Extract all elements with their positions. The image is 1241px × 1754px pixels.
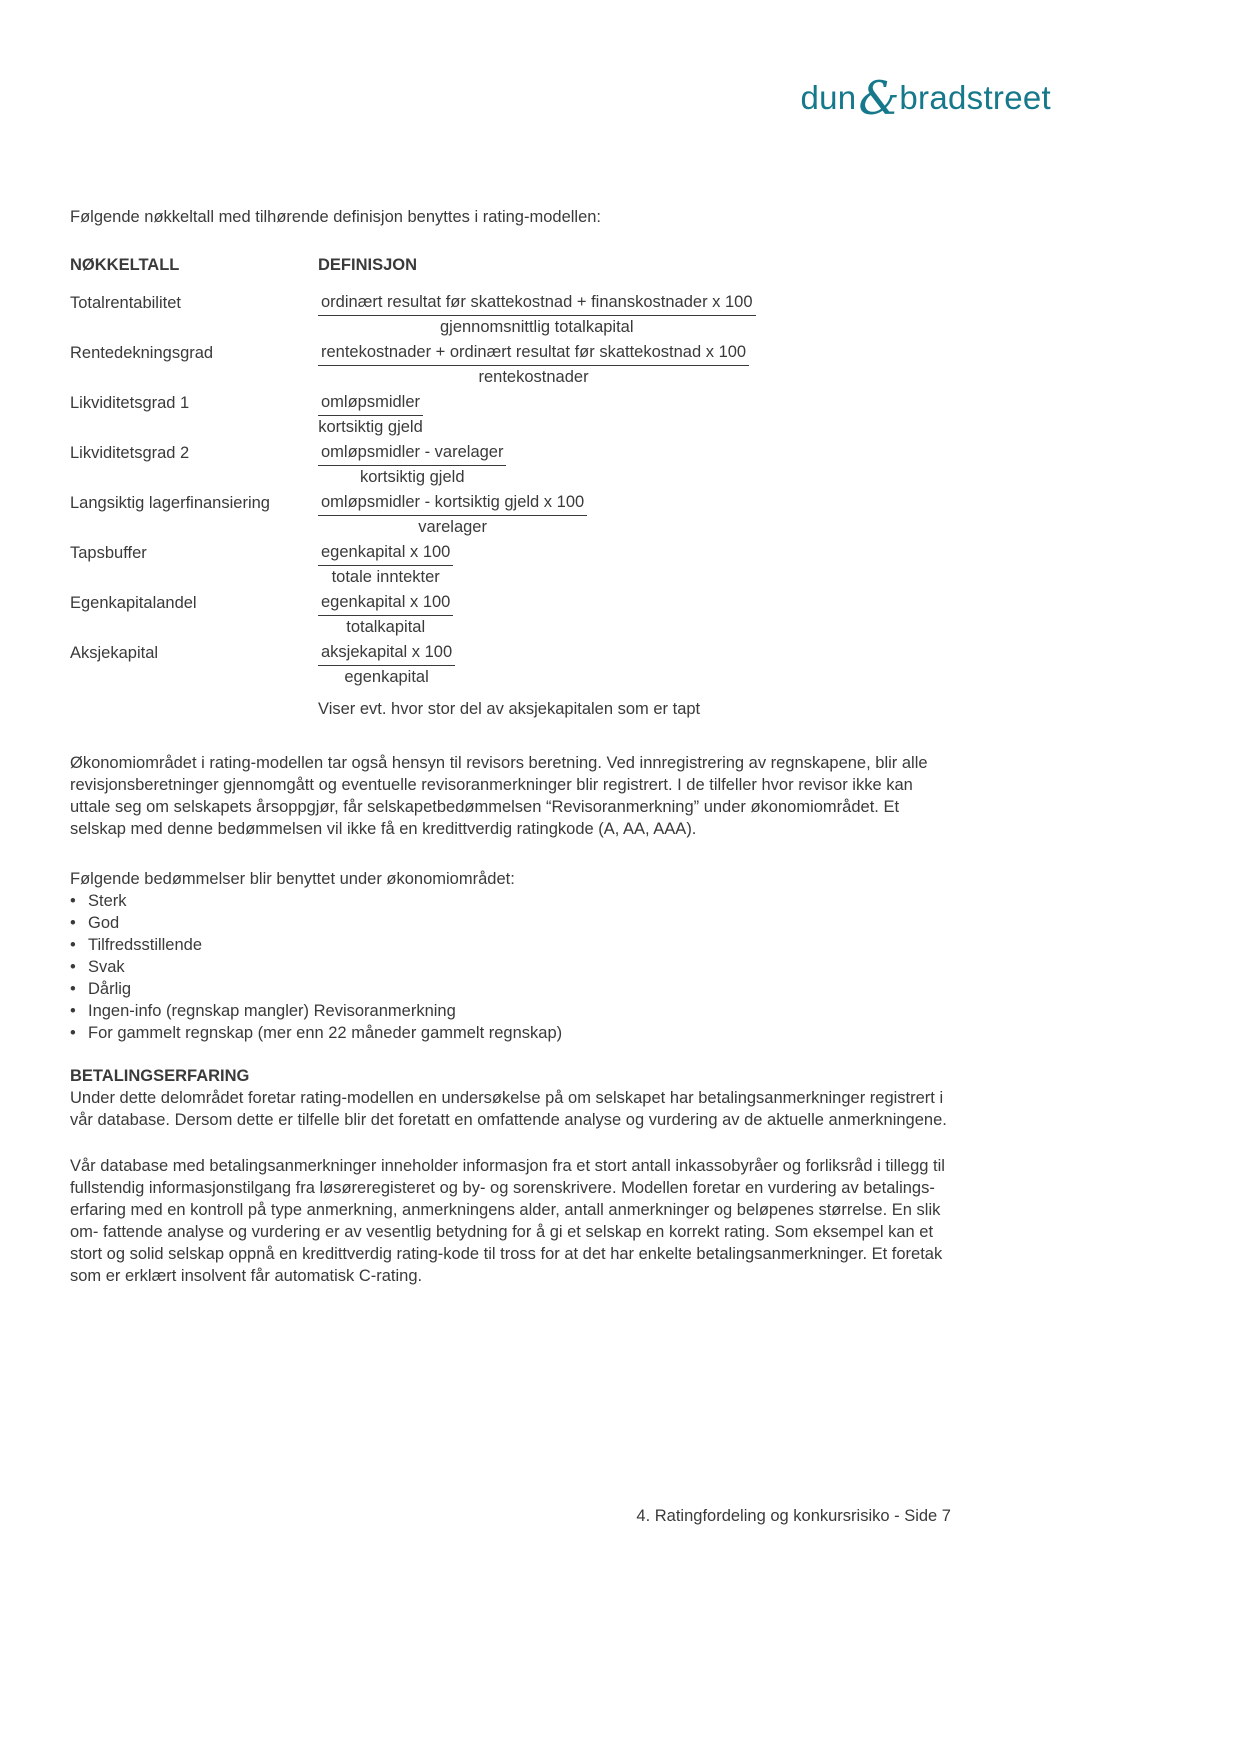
key-figure-name: Aksjekapital: [70, 644, 159, 662]
fraction-denominator: totalkapital: [346, 618, 426, 636]
table-header-row: [70, 254, 950, 276]
bullet-icon: •: [70, 936, 76, 954]
key-figures-table: [70, 254, 950, 720]
key-figure-name: Totalrentabilitet: [70, 294, 181, 312]
table-row: [70, 342, 950, 388]
fraction-numerator: omløpsmidler - kortsiktig gjeld x 100: [318, 492, 587, 516]
logo-ampersand-icon: &: [858, 71, 900, 125]
key-figure-name: Egenkapitalandel: [70, 594, 197, 612]
list-item: [70, 1022, 950, 1044]
key-figure-name: Tapsbuffer: [70, 544, 147, 562]
bullet-icon: •: [70, 1024, 76, 1042]
assessments-intro: Følgende bedømmelser blir benyttet under økonomiområdet:: [70, 870, 515, 888]
key-figure-name: Rentedekningsgrad: [70, 344, 214, 362]
fraction-denominator: rentekostnader: [478, 368, 589, 386]
key-figure-name: Langsiktig lagerfinansiering: [70, 494, 270, 512]
intro-text: Følgende nøkkeltall med tilhørende definisjon benyttes i rating-modellen:: [70, 208, 602, 226]
list-item-label: Sterk: [88, 892, 127, 910]
table-row: [70, 542, 950, 588]
assessment-list: [70, 890, 950, 1044]
dun-bradstreet-logo: [800, 70, 1051, 125]
definition-fraction: [318, 592, 453, 638]
bullet-icon: •: [70, 892, 76, 910]
list-item-label: For gammelt regnskap (mer enn 22 måneder gammelt regnskap): [88, 1024, 563, 1042]
fraction-denominator: gjennomsnittlig totalkapital: [439, 318, 634, 336]
fraction-numerator: omløpsmidler: [318, 392, 423, 416]
list-item: [70, 912, 950, 934]
aksjekapital-note: Viser evt. hvor stor del av aksjekapitalen som er tapt: [318, 700, 701, 718]
fraction-numerator: egenkapital x 100: [318, 592, 453, 616]
table-row: [70, 442, 950, 488]
economy-paragraph: Økonomiområdet i rating-modellen tar også hensyn til revisors beretning. Ved innregistrering av regnskapene, blir alle revisjonsberetninger gjennomgått og eventuelle revisoranmerkninger blir registrert. I de tilfeller hvor revisor ikke kan uttale seg om selskapets årsoppgjør, får selskapetbedømmelsen “Revisoranmerkning” under økonomiområdet. Et selskap med denne bedømmelsen vil ikke få en kredittverdig ratingkode (A, AA, AAA).: [70, 754, 928, 838]
list-item-label: Dårlig: [88, 980, 132, 998]
bullet-icon: •: [70, 980, 76, 998]
page-footer: 4. Ratingfordeling og konkursrisiko - Side 7: [636, 1507, 951, 1525]
table-row: [70, 492, 950, 538]
list-item: [70, 978, 950, 1000]
definition-fraction: [318, 342, 749, 388]
definition-fraction: [318, 642, 455, 688]
fraction-numerator: egenkapital x 100: [318, 542, 453, 566]
definition-fraction: [318, 292, 756, 338]
definition-fraction: [318, 492, 587, 538]
table-row: [70, 642, 950, 688]
fraction-denominator: kortsiktig gjeld: [359, 468, 465, 486]
table-row: [70, 292, 950, 338]
document-content: [70, 206, 950, 1315]
logo-text-dun: dun: [800, 79, 857, 116]
fraction-denominator: varelager: [418, 518, 487, 536]
fraction-denominator: totale inntekter: [331, 568, 440, 586]
logo-text-bradstreet: bradstreet: [899, 79, 1051, 116]
fraction-numerator: omløpsmidler - varelager: [318, 442, 506, 466]
definition-fraction: [318, 542, 453, 588]
key-figure-name: Likviditetsgrad 2: [70, 444, 190, 462]
key-figure-name: Likviditetsgrad 1: [70, 394, 190, 412]
list-item-label: Svak: [88, 958, 125, 976]
bullet-icon: •: [70, 1002, 76, 1020]
list-item: [70, 934, 950, 956]
definition-fraction: [318, 392, 423, 438]
list-item-label: God: [88, 914, 120, 932]
list-item: [70, 890, 950, 912]
bullet-icon: •: [70, 914, 76, 932]
fraction-denominator: kortsiktig gjeld: [318, 418, 423, 436]
list-item-label: Ingen-info (regnskap mangler) Revisoranmerkning: [88, 1002, 456, 1020]
list-item-label: Tilfredsstillende: [88, 936, 203, 954]
list-item: [70, 956, 950, 978]
table-row: [70, 592, 950, 638]
fraction-numerator: aksjekapital x 100: [318, 642, 455, 666]
bullet-icon: •: [70, 958, 76, 976]
column-header-nokkeltall: NØKKELTALL: [70, 256, 180, 274]
list-item: [70, 1000, 950, 1022]
fraction-numerator: rentekostnader + ordinært resultat før skattekostnad x 100: [318, 342, 749, 366]
fraction-numerator: ordinært resultat før skattekostnad + finanskostnader x 100: [318, 292, 756, 316]
payment-paragraph-2: Vår database med betalingsanmerkninger inneholder informasjon fra et stort antall inkassobyråer og forliksråd i tillegg til fullstendig informasjonstilgang fra løsøreregisteret og by- og sorenskrivere. Modellen foretar en vurdering av betalings- erfaring med en kontroll på type anmerkning, anmerkningens alder, antall anmerkninger og beløpenes størrelse. En slik om- fattende analyse og vurdering er av vesentlig betydning for å gi et selskap en korrekt rating. Som eksempel kan et stort og solid selskap oppnå en kredittverdig rating-kode til tross for at det har enkelte betalingsanmerkninger. Et foretak som er erklært insolvent får automatisk C-rating.: [70, 1157, 945, 1285]
table-row: [70, 392, 950, 438]
definition-fraction: [318, 442, 506, 488]
column-header-definisjon: DEFINISJON: [318, 256, 418, 274]
payment-paragraph-1: Under dette delområdet foretar rating-modellen en undersøkelse på om selskapet har betalingsanmerkninger registrert i vår database. Dersom dette er tilfelle blir det foretatt en omfattende analyse og vurdering av de aktuelle anmerkningene.: [70, 1089, 947, 1129]
fraction-denominator: egenkapital: [344, 668, 429, 686]
betalingserfaring-heading: BETALINGSERFARING: [70, 1067, 250, 1085]
